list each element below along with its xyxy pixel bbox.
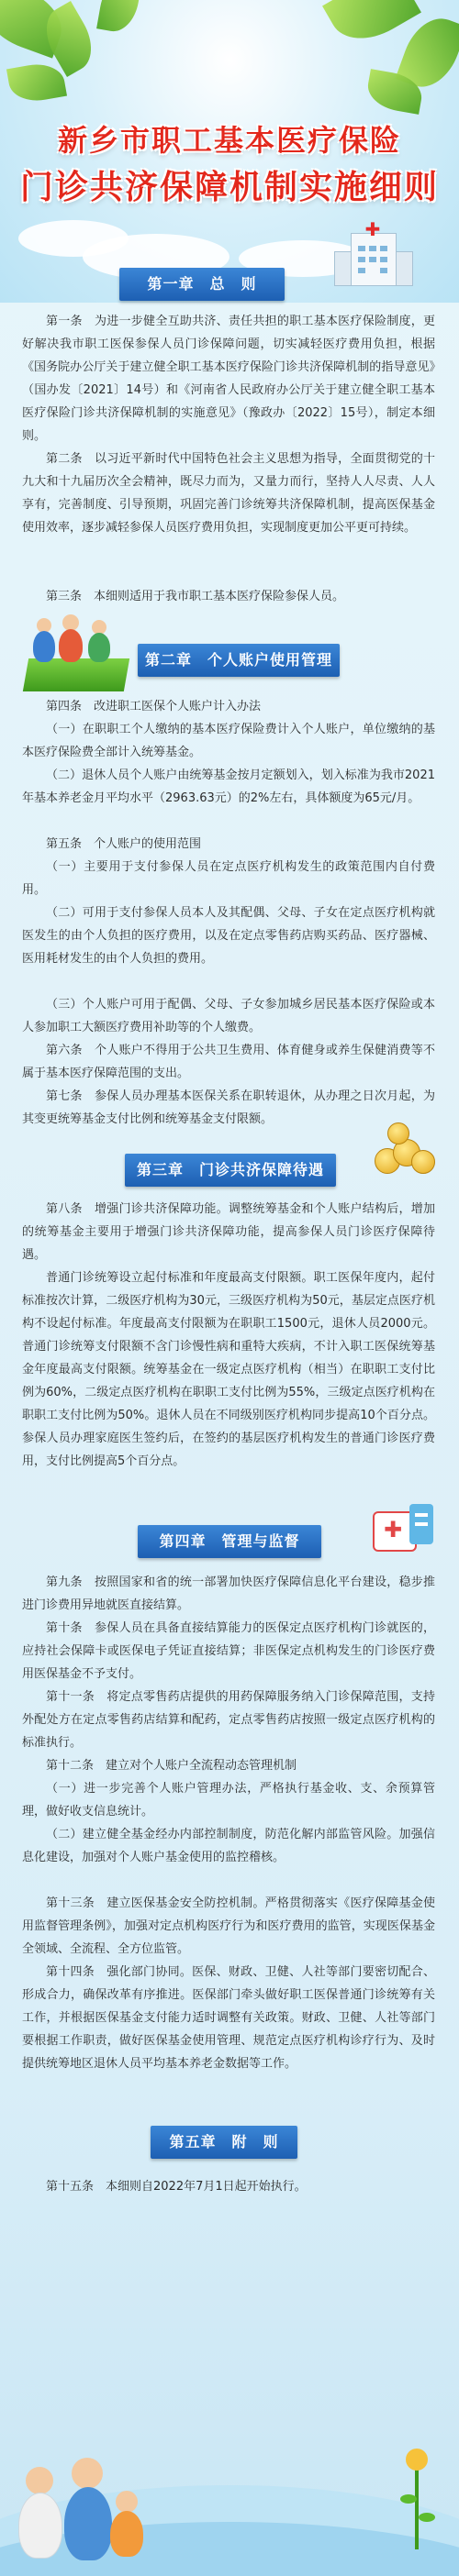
article-4-item-1: （一）在职职工个人缴纳的基本医疗保险费计入个人账户，单位缴纳的基本医疗保险费全部计入统筹基金。 xyxy=(22,723,435,759)
article-15: 第十五条 本细则自2022年7月1日起开始执行。 xyxy=(46,2180,307,2194)
article-5: 第五条 个人账户的使用范围 xyxy=(46,837,202,851)
chapter-title: 第三章 门诊共济保障待遇 xyxy=(136,1161,324,1178)
people-group-icon xyxy=(26,613,127,695)
chapter-heading-3 xyxy=(125,1154,336,1187)
family-icon xyxy=(13,2439,151,2568)
article-4: 第四条 改进职工医保个人账户计入办法 xyxy=(46,700,262,713)
title-line-1: 新乡市职工基本医疗保险 xyxy=(57,123,401,158)
chapter-title: 第四章 管理与监督 xyxy=(159,1532,300,1550)
article-12-item-1: （一）进一步完善个人账户管理办法，严格执行基金收、支、余预算管理，做好收支信息统计。 xyxy=(22,1782,435,1819)
footer-illustration xyxy=(0,2421,459,2576)
article-12-item-2: （二）建立健全基金经办内部控制制度，防范化解内部监管风险。加强信息化建设，加强对个人账户基金使用的监控稽核。 xyxy=(22,1828,435,1864)
chapter-heading-5 xyxy=(151,2126,297,2159)
article-11: 第十一条 将定点零售药店提供的用药保障服务纳入门诊保障范围，支持外配处方在定点零售药店结算和配药，定点零售药店按照一级定点医疗机构的标准执行。 xyxy=(22,1690,435,1750)
article-1: 第一条 为进一步健全互助共济、责任共担的职工基本医疗保险制度，更好解决我市职工医保参保人员门诊保障问题，切实减轻医疗费用负担，根据《国务院办公厅关于建立健全职工基本医疗保险门诊共济保障机制的指导意见》（国办发〔2021〕14号）和《河南省人民政府办公厅关于建立健全职工基本医疗保险门诊共济保障机制的实施意见》（豫政办〔2022〕15号），制定本细则。 xyxy=(22,315,435,443)
article-6: 第六条 个人账户不得用于公共卫生费用、体育健身或养生保健消费等不属于基本医疗保障范围的支出。 xyxy=(22,1044,435,1080)
header-banner xyxy=(0,0,459,303)
flower-icon xyxy=(395,2439,441,2549)
article-13: 第十三条 建立医保基金安全防控机制。严格贯彻落实《医疗保障基金使用监督管理条例》，加强对定点机构医疗行为和医疗费用的监管，实现医保基金全领域、全流程、全方位监管。 xyxy=(22,1896,435,1956)
article-5-item-3: （三）个人账户可用于配偶、父母、子女参加城乡居民基本医疗保险或本人参加职工大额医疗费用补助等的个人缴费。 xyxy=(22,998,435,1034)
article-9: 第九条 按照国家和省的统一部署加快医疗保障信息化平台建设，稳步推进门诊费用异地就医直接结算。 xyxy=(22,1575,435,1612)
article-2: 第二条 以习近平新时代中国特色社会主义思想为指导，全面贯彻党的十九大和十九届历次全会精神，既尽力而为，又量力而行，坚持人人尽责、人人享有，完善制度、引导预期，巩固完善门诊统筹共济保障机制，提高医保基金使用效率，逐步减轻参保人员医疗费用负担，实现制度更加公平更可持续。 xyxy=(22,452,435,535)
article-5-item-1: （一）主要用于支付参保人员在定点医疗机构发生的政策范围内自付费用。 xyxy=(22,860,435,897)
article-8: 第八条 增强门诊共济保障功能。调整统筹基金和个人账户结构后，增加的统筹基金主要用于增强门诊共济保障功能，提高参保人员门诊医疗保障待遇。 xyxy=(22,1202,435,1262)
chapter-title: 第二章 个人账户使用管理 xyxy=(144,651,332,669)
article-10: 第十条 参保人员在具备直接结算能力的医保定点医疗机构门诊就医的，应持社会保障卡或医保电子凭证直接结算；非医保定点机构发生的门诊医疗费用医保基金不予支付。 xyxy=(22,1621,435,1681)
article-5-item-2: （二）可用于支付参保人员本人及其配偶、父母、子女在定点医疗机构就医发生的由个人负担的医疗费用，以及在定点零售药店购买药品、医疗器械、医用耗材发生的由个人负担的费用。 xyxy=(22,906,435,966)
chapter-heading-2 xyxy=(138,644,340,677)
title-line-2: 门诊共济保障机制实施细则 xyxy=(19,169,439,206)
leaf-decoration xyxy=(96,0,142,35)
medical-kit-icon: ✚ xyxy=(369,1500,437,1557)
hospital-icon: ✚ xyxy=(334,220,411,284)
article-12: 第十二条 建立对个人账户全流程动态管理机制 xyxy=(46,1759,297,1773)
leaf-decoration xyxy=(6,60,67,105)
article-14: 第十四条 强化部门协同。医保、财政、卫健、人社等部门要密切配合、形成合力，确保改革有序推进。医保部门牵头做好职工医保普通门诊统筹有关工作，并根据医保基金支付能力适时调整有关政策。财政、卫健、人社等部门要根据工作职责，做好医保基金使用管理、规范定点医疗机构诊疗行为、及时提供统筹地区退休人员平均基本养老金数据等工作。 xyxy=(22,1965,435,2071)
article-4-item-2: （二）退休人员个人账户由统筹基金按月定额划入，划入标准为我市2021年基本养老金月平均水平（2963.63元）的2%左右，具体额度为65元/月。 xyxy=(22,768,435,805)
coin-stack-icon xyxy=(375,1121,439,1176)
chapter-title: 第一章 总 则 xyxy=(147,275,257,293)
chapter-title: 第五章 附 则 xyxy=(169,2133,279,2150)
chapter-heading-4 xyxy=(138,1525,321,1558)
article-7: 第七条 参保人员办理基本医保关系在职转退休，从办理之日次月起，为其变更统筹基金支付比例和统筹基金支付限额。 xyxy=(22,1089,435,1126)
article-3: 第三条 本细则适用于我市职工基本医疗保险参保人员。 xyxy=(46,590,345,603)
article-8-detail: 普通门诊统筹设立起付标准和年度最高支付限额。职工医保年度内，起付标准按次计算，二级医疗机构为30元，三级医疗机构为50元，基层定点医疗机构不设起付标准。年度最高支付限额为在职职工1500元，退休人员2000元。普通门诊统筹支付限额不含门诊慢性病和重特大疾病，不计入职工医保统筹基金年度最高支付限额。统筹基金在一级定点医疗机构（相当）在职职工支付比例为60%，二级定点医疗机构在职职工支付比例为55%，三级定点医疗机构在职职工支付比例为50%。退休人员在不同级别医疗机构同步提高10个百分点。参保人员办理家庭医生签约后，在签约的基层医疗机构发生的普通门诊医疗费用，支付比例提高5个百分点。 xyxy=(22,1271,435,1468)
chapter-heading-1 xyxy=(119,268,285,301)
